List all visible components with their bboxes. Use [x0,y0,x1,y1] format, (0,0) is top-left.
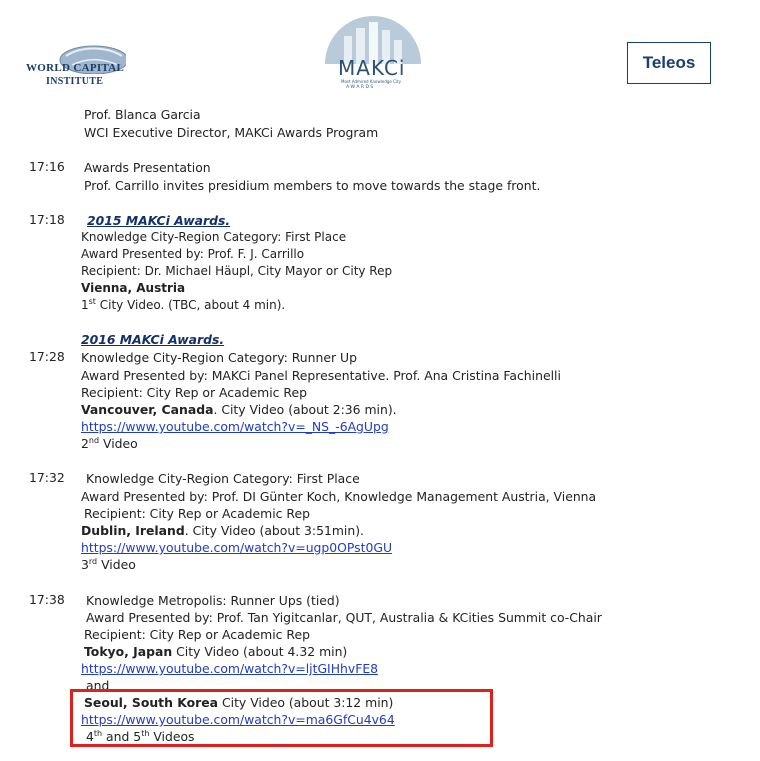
s3-presenter: Award Presented by: MAKCi Panel Representative. Prof. Ana Cristina Fachinelli [81,368,561,383]
time-1738: 17:38 [29,592,65,607]
time-1732: 17:32 [29,470,65,485]
s4-city: Dublin, Ireland [81,523,185,538]
award-title-2015: 2015 MAKCi Awards. [87,213,231,228]
s3-video-link[interactable]: https://www.youtube.com/watch?v=_NS_-6AgUpg [81,419,389,434]
s5-city1: Tokyo, Japan [84,644,173,659]
s5-presenter: Award Presented by: Prof. Tan Yigitcanlar, QUT, Australia & KCities Summit co-Chair [86,610,602,625]
s3-recipient: Recipient: City Rep or Academic Rep [81,385,307,400]
highlight-box-seoul [70,689,493,747]
s2-city: Vienna, Austria [81,281,186,295]
s4-recipient: Recipient: City Rep or Academic Rep [84,506,310,521]
s4-presenter: Award Presented by: Prof. DI Günter Koch, Knowledge Management Austria, Vienna [81,489,597,504]
s4-city-line: Dublin, Ireland. City Video (about 3:51min). [81,523,364,538]
s5-video-link-seoul[interactable]: https://www.youtube.com/watch?v=ma6GfCu4v64 [81,712,395,727]
s2-recipient: Recipient: Dr. Michael Häupl, City Mayor or City Rep [81,264,393,278]
s5-category: Knowledge Metropolis: Runner Ups (tied) [86,593,340,608]
teleos-logo: Teleos [627,42,711,84]
intro-name: Prof. Blanca Garcia [84,107,201,122]
wci-logo-line1: WORLD CAPITAL [26,62,125,74]
intro-role: WCI Executive Director, MAKCi Awards Program [84,125,379,140]
wci-logo-line2: INSTITUTE [46,76,104,87]
s3-city-line: Vancouver, Canada. City Video (about 2:36 min). [81,402,397,417]
s4-category: Knowledge City-Region Category: First Place [86,471,360,486]
s2-video: 1st City Video. (TBC, about 4 min). [81,297,286,312]
s4-video-link[interactable]: https://www.youtube.com/watch?v=ugp0OPst0GU [81,540,393,555]
makci-logo [322,14,424,92]
s1-desc: Prof. Carrillo invites presidium members to move towards the stage front. [84,178,541,193]
s1-title: Awards Presentation [84,160,211,175]
time-1716: 17:16 [29,159,65,174]
s5-and: and [86,678,110,693]
s5-video-link-tokyo[interactable]: https://www.youtube.com/watch?v=ljtGIHhvFE8 [81,661,379,676]
s3-city: Vancouver, Canada [81,402,214,417]
wci-logo [26,38,146,98]
s4-video: 3rd Video [81,556,136,572]
time-1728: 17:28 [29,349,65,364]
makci-logo-text: MAKCi [338,56,406,80]
s3-category: Knowledge City-Region Category: Runner Up [81,350,357,365]
s5-recipient: Recipient: City Rep or Academic Rep [84,627,310,642]
time-1718: 17:18 [29,212,65,227]
s3-video: 2nd Video [81,435,138,451]
s5-city2: Seoul, South Korea [84,695,219,710]
s2-presenter: Award Presented by: Prof. F. J. Carrillo [81,247,305,261]
s5-city2-line: Seoul, South Korea City Video (about 3:12 min) [84,695,394,710]
makci-logo-subtitle: Most Admired Knowledge City [341,79,401,84]
makci-logo-awards: A W A R D S [346,85,374,90]
award-title-2016: 2016 MAKCi Awards. [81,332,225,347]
s5-videos: 4th and 5th Videos [86,728,195,744]
s5-city1-line: Tokyo, Japan City Video (about 4.32 min) [84,644,348,659]
s2-category: Knowledge City-Region Category: First Place [81,230,347,244]
